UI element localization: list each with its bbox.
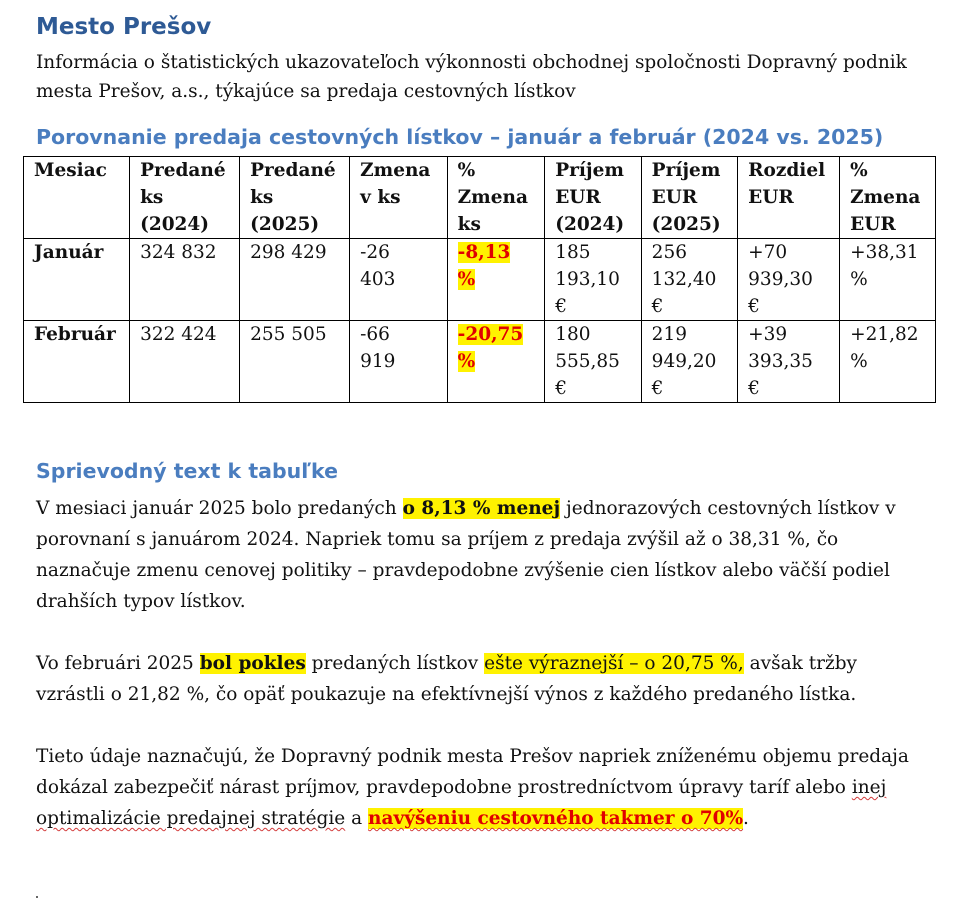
cell-pct-change-ks bbox=[447, 239, 545, 321]
header-text: Príjem bbox=[555, 160, 624, 181]
cell-diff-eur bbox=[738, 321, 840, 403]
table-row bbox=[24, 239, 936, 321]
highlighted-text: bol pokles bbox=[199, 653, 306, 674]
highlighted-text: navýšeniu cestovného takmer o 70% bbox=[368, 808, 744, 829]
paragraph-january bbox=[36, 493, 931, 617]
cell-line: % bbox=[850, 351, 868, 372]
intro-text: Informácia o štatistických ukazovateľoch výkonnosti obchodnej spoločnosti Dopravný podnik mesta Prešov, a.s., týkajúce sa predaja cestovných lístkov bbox=[36, 52, 907, 102]
header-text: (2025) bbox=[651, 214, 721, 235]
cell-line: -26 bbox=[360, 242, 390, 263]
cell-line: 393,35 bbox=[748, 351, 813, 372]
header-pct-change-ks bbox=[447, 157, 545, 239]
header-income-2025 bbox=[641, 157, 737, 239]
header-text: (2024) bbox=[140, 214, 210, 235]
cell-line: 949,20 bbox=[651, 351, 717, 372]
cell-line: 403 bbox=[360, 269, 396, 290]
header-text: Zmena bbox=[360, 160, 431, 181]
text-run: predaných lístkov bbox=[305, 653, 485, 674]
sales-table bbox=[23, 156, 936, 403]
cell-line: 180 bbox=[555, 324, 591, 345]
header-change-ks bbox=[350, 157, 448, 239]
cell-line: % bbox=[850, 269, 868, 290]
header-text: (2025) bbox=[250, 214, 320, 235]
cell-line: 193,10 bbox=[555, 269, 620, 290]
cell-sold-2025: 255 505 bbox=[240, 321, 350, 403]
header-text: EUR bbox=[555, 187, 601, 208]
paragraph-conclusion bbox=[36, 741, 931, 834]
highlighted-value: % bbox=[457, 351, 476, 372]
cell-line: € bbox=[748, 296, 760, 317]
header-text: Zmena bbox=[850, 187, 921, 208]
cell-month: Február bbox=[24, 321, 130, 403]
highlighted-value: -20,75 bbox=[457, 324, 524, 345]
cell-line: +38,31 bbox=[850, 242, 919, 263]
cell-change-ks bbox=[350, 239, 448, 321]
highlighted-value: -8,13 bbox=[457, 242, 511, 263]
cell-diff-eur bbox=[738, 239, 840, 321]
header-sold-2025 bbox=[240, 157, 350, 239]
header-text: Príjem bbox=[651, 160, 721, 181]
cell-line: € bbox=[651, 296, 664, 317]
header-text: Predané bbox=[140, 160, 226, 181]
cell-income-2025 bbox=[641, 239, 737, 321]
cell-line: -66 bbox=[360, 324, 390, 345]
cell-sold-2025: 298 429 bbox=[240, 239, 350, 321]
text-run: V mesiaci január 2025 bolo predaných bbox=[36, 498, 403, 519]
header-text: ks bbox=[457, 214, 481, 235]
header-text: EUR bbox=[748, 187, 794, 208]
header-sold-2024 bbox=[130, 157, 240, 239]
header-text: Zmena bbox=[457, 187, 528, 208]
header-text: % bbox=[457, 160, 476, 181]
paragraph-february bbox=[36, 648, 931, 710]
header-text: ks bbox=[250, 187, 274, 208]
header-text: Predané bbox=[250, 160, 336, 181]
highlighted-value: % bbox=[457, 269, 476, 290]
cell-line: 919 bbox=[360, 351, 396, 372]
header-income-2024 bbox=[545, 157, 641, 239]
header-text: % bbox=[850, 160, 868, 181]
cell-line: 939,30 bbox=[748, 269, 813, 290]
cell-line: 185 bbox=[555, 242, 591, 263]
header-text: ks bbox=[140, 187, 164, 208]
header-text: Rozdiel bbox=[748, 160, 826, 181]
highlighted-text: ešte výraznejší – o 20,75 %, bbox=[484, 653, 744, 674]
cell-line: +21,82 bbox=[850, 324, 919, 345]
header-text: v ks bbox=[360, 187, 401, 208]
header-text: Mesiac bbox=[34, 160, 107, 181]
cell-line: € bbox=[651, 378, 664, 399]
section-title: Sprievodný text k tabuľke bbox=[36, 459, 339, 483]
cell-sold-2024: 324 832 bbox=[130, 239, 240, 321]
cell-income-2025 bbox=[641, 321, 737, 403]
cell-line: +70 bbox=[748, 242, 788, 263]
highlighted-text: o 8,13 % menej bbox=[402, 498, 561, 519]
page-title: Mesto Prešov bbox=[36, 14, 212, 40]
cell-income-2024 bbox=[545, 239, 641, 321]
header-text: EUR bbox=[850, 214, 896, 235]
text-run: Tieto údaje naznačujú, že Dopravný podnik mesta Prešov napriek zníženému objemu predaja dokázal zabezpečiť nárast príjmov, pravdepodobne prostredníctvom úpravy taríf alebo bbox=[36, 746, 909, 798]
cell-sold-2024: 322 424 bbox=[130, 321, 240, 403]
cell-line: 132,40 bbox=[651, 269, 717, 290]
text-run: Vo februári 2025 bbox=[36, 653, 200, 674]
spellcheck-marked-text: inej optimalizácie predajnej stratégie bbox=[36, 777, 887, 829]
header-diff-eur bbox=[738, 157, 840, 239]
table-header-row bbox=[24, 157, 936, 239]
header-text: (2024) bbox=[555, 214, 625, 235]
cell-line: € bbox=[555, 296, 567, 317]
text-run: a bbox=[345, 808, 369, 829]
cell-line: +39 bbox=[748, 324, 788, 345]
cell-line: 256 bbox=[651, 242, 687, 263]
table-title: Porovnanie predaja cestovných lístkov – január a február (2024 vs. 2025) bbox=[36, 125, 884, 149]
header-text: EUR bbox=[651, 187, 698, 208]
text-run: . bbox=[743, 808, 749, 829]
cell-income-2024 bbox=[545, 321, 641, 403]
text-run: avšak tržby vzrástli o 21,82 %, čo opäť poukazuje na efektívnejší výnos z každého predaného lístka. bbox=[36, 653, 858, 705]
cursor-dot bbox=[36, 896, 38, 898]
cell-month: Január bbox=[24, 239, 130, 321]
cell-line: 219 bbox=[651, 324, 687, 345]
cell-line: € bbox=[555, 378, 567, 399]
header-mesiac bbox=[24, 157, 130, 239]
cell-pct-change-ks bbox=[447, 321, 545, 403]
cell-line: € bbox=[748, 378, 760, 399]
document-page bbox=[36, 12, 936, 834]
cell-pct-change-eur bbox=[840, 239, 936, 321]
text-run: jednorazových cestovných lístkov v porovnaní s januárom 2024. Napriek tomu sa príjem z predaja zvýšil až o 38,31 %, čo naznačuje zmenu cenovej politiky – pravdepodobne zvýšenie cien lístkov alebo väčší podiel drahších typov lístkov. bbox=[36, 498, 896, 612]
header-pct-change-eur bbox=[840, 157, 936, 239]
cell-line: 555,85 bbox=[555, 351, 620, 372]
table-row bbox=[24, 321, 936, 403]
cell-change-ks bbox=[350, 321, 448, 403]
cell-pct-change-eur bbox=[840, 321, 936, 403]
